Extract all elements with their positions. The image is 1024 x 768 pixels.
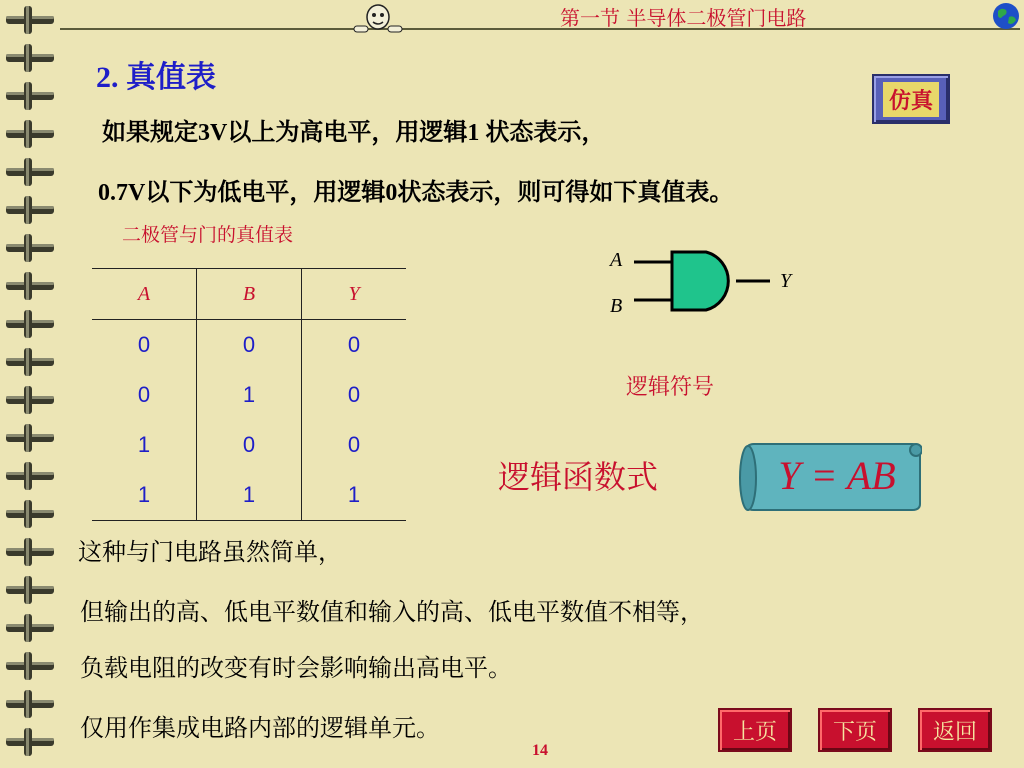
column-header-y: Y [302, 269, 407, 320]
simulate-button-label: 仿真 [883, 82, 939, 117]
spiral-binding [0, 0, 60, 768]
table-header-row [92, 269, 406, 320]
prev-page-button[interactable]: 上页 [718, 708, 792, 752]
table-cell: 0 [137, 332, 151, 357]
table-cell: 0 [302, 320, 407, 371]
logic-formula: Y = AB [778, 453, 896, 498]
globe-icon [992, 2, 1020, 30]
table-row [92, 470, 406, 521]
table-cell: 1 [137, 432, 151, 457]
table-row [92, 370, 406, 420]
body-line-4: 仅用作集成电路内部的逻辑单元。 [80, 714, 440, 742]
truth-table [92, 268, 406, 521]
and-gate-symbol [606, 244, 806, 324]
page-number: 14 [532, 742, 548, 759]
body-line-3: 负载电阻的改变有时会影响输出高电平。 [80, 654, 512, 682]
intro-line-2: 0.7V以下为低电平，用逻辑0状态表示，则可得如下真值表。 [98, 180, 734, 206]
next-page-button[interactable]: 下页 [818, 708, 892, 752]
table-cell: 0 [197, 420, 302, 470]
table-cell: 1 [197, 370, 302, 420]
intro-line-1: 如果规定3V以上为高电平，用逻辑1 状态表示， [102, 120, 606, 146]
header-rule [60, 28, 1020, 30]
body-line-2: 但输出的高、低电平数值和输入的高、低电平数值不相等， [80, 598, 704, 626]
back-button[interactable]: 返回 [918, 708, 992, 752]
section-title: 2. 真值表 [96, 61, 216, 94]
table-cell: 0 [302, 420, 407, 470]
header-title: 第一节 半导体二极管门电路 [560, 6, 807, 30]
logic-function-label: 逻辑函数式 [498, 458, 659, 496]
table-row [92, 320, 406, 371]
gate-input-a-label: A [610, 249, 623, 271]
table-row [92, 420, 406, 470]
column-header-a: A [92, 269, 197, 320]
table-cell: 1 [302, 470, 407, 521]
table-cell: 1 [197, 470, 302, 521]
body-line-1: 这种与门电路虽然简单， [78, 538, 342, 566]
table-cell: 0 [302, 370, 407, 420]
table-cell: 1 [92, 470, 197, 521]
table-cell: 0 [137, 382, 151, 407]
mascot-icon [352, 2, 404, 36]
column-header-b: B [197, 269, 302, 320]
table-cell: 0 [197, 320, 302, 371]
simulate-button[interactable] [872, 74, 950, 124]
truth-table-caption: 二极管与门的真值表 [122, 224, 294, 246]
gate-output-label: Y [780, 270, 792, 292]
gate-input-b-label: B [610, 295, 623, 317]
logic-symbol-caption: 逻辑符号 [626, 375, 715, 400]
